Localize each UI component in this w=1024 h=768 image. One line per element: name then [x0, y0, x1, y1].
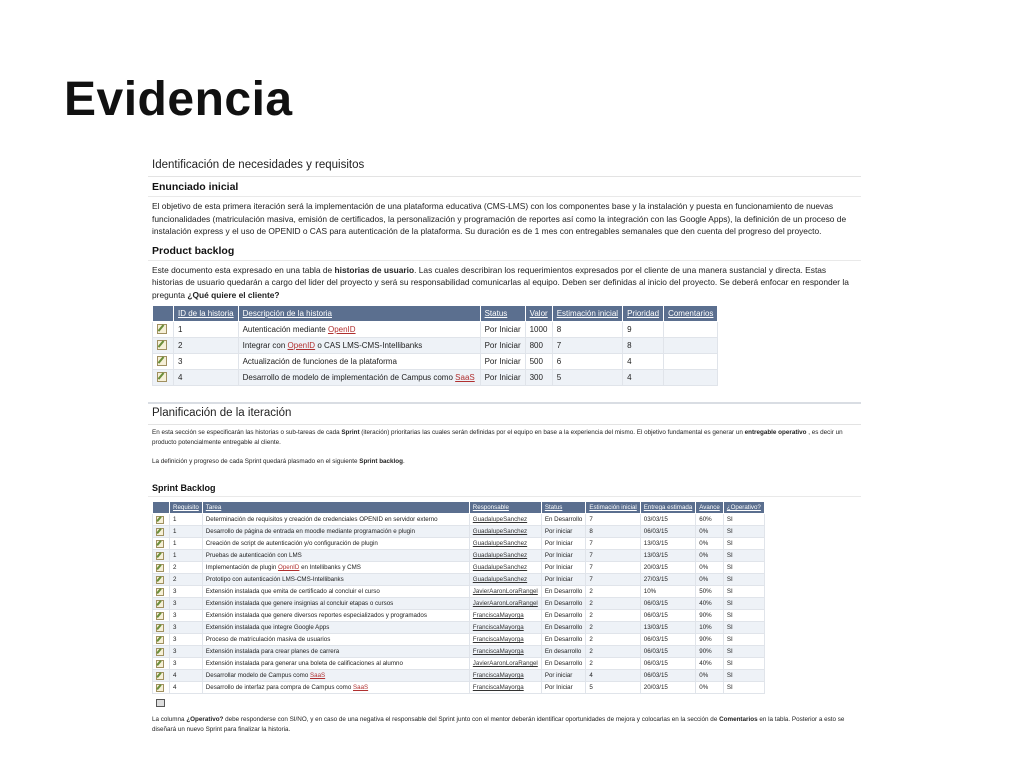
due-date-cell: 06/03/15 [640, 598, 696, 610]
edit-cell [153, 682, 170, 694]
comments-cell [664, 369, 718, 385]
due-date-cell: 13/03/15 [640, 538, 696, 550]
edit-cell [153, 514, 170, 526]
priority-cell: 4 [623, 369, 664, 385]
table-header-row [153, 305, 718, 321]
task-text: Extensión instalada que genere diversos reportes especializados y programados [205, 612, 427, 620]
edit-cell [153, 634, 170, 646]
story-description-cell [238, 369, 480, 385]
responsible-cell [469, 586, 541, 598]
edit-cell [153, 610, 170, 622]
task-text: Desarrollar modelo de Campus como [205, 672, 310, 680]
column-header[interactable]: Prioridad [623, 305, 664, 321]
product-backlog-heading: Product backlog [148, 241, 861, 261]
edit-column-header [153, 502, 170, 514]
responsible-link[interactable]: GuadalupeSanchez [472, 528, 528, 536]
edit-icon[interactable] [156, 564, 164, 572]
edit-icon[interactable] [156, 540, 164, 548]
task-cell [202, 622, 469, 634]
requirement-cell: 2 [170, 562, 203, 574]
status-cell: Por iniciar [541, 670, 586, 682]
task-cell [202, 586, 469, 598]
column-header[interactable]: Descripción de la historia [238, 305, 480, 321]
responsible-link[interactable]: GuadalupeSanchez [472, 540, 528, 548]
product-backlog-table [152, 305, 718, 386]
progress-cell: 0% [696, 574, 724, 586]
responsible-cell [469, 562, 541, 574]
estimate-cell: 4 [586, 670, 640, 682]
responsible-cell [469, 622, 541, 634]
due-date-cell: 10% [640, 586, 696, 598]
estimate-cell: 2 [586, 658, 640, 670]
task-cell [202, 550, 469, 562]
story-description-text: Desarrollo de modelo de implementación de Campus como [242, 372, 456, 382]
status-cell: En Desarrollo [541, 514, 586, 526]
responsible-link[interactable]: FranciscaMayorga [472, 624, 524, 632]
comments-cell [664, 337, 718, 353]
estimate-cell: 7 [586, 562, 640, 574]
requirement-cell: 3 [170, 610, 203, 622]
status-cell: Por Iniciar [541, 682, 586, 694]
due-date-cell: 06/03/15 [640, 634, 696, 646]
wiki-link[interactable]: OpenID [287, 340, 316, 350]
responsible-cell [469, 646, 541, 658]
edit-icon[interactable] [156, 600, 164, 608]
progress-cell: 90% [696, 646, 724, 658]
calendar-icon-row [148, 694, 861, 712]
priority-cell: 9 [623, 321, 664, 337]
story-id-cell: 4 [174, 369, 239, 385]
story-description-cell [238, 337, 480, 353]
story-description-text: Autenticación mediante [242, 324, 328, 334]
planning-panel [148, 402, 861, 742]
responsible-link[interactable]: JavierAaronLoraRangel [472, 588, 538, 596]
progress-cell: 40% [696, 658, 724, 670]
due-date-cell: 03/03/15 [640, 514, 696, 526]
story-id-cell: 2 [174, 337, 239, 353]
task-text: Creación de script de autenticación y/o configuración de plugin [205, 540, 378, 548]
table-row [153, 526, 765, 538]
column-header[interactable]: Comentarios [664, 305, 718, 321]
priority-cell: 4 [623, 353, 664, 369]
responsible-cell [469, 658, 541, 670]
responsible-link[interactable]: FranciscaMayorga [472, 672, 524, 680]
due-date-cell: 20/03/15 [640, 682, 696, 694]
operative-cell: SI [723, 658, 764, 670]
story-description-cell [238, 353, 480, 369]
edit-icon[interactable] [156, 612, 164, 620]
product-backlog-text: Este documento esta expresado en una tabla de historias de usuario. Las cuales describiran los requerimientos expresados por el cliente de una manera sustancial y directa. Estas historias de usuario quedarán a cargo del lider del proyecto y será su responsabilidad comunicarlas al equipo. Deben ser definidas al inicio del proyecto. Se deberá enfocar en responder la pregunta ¿Qué quiere el cliente? [152, 264, 849, 300]
section-title-planning: Planificación de la iteración [148, 404, 861, 425]
due-date-cell: 06/03/15 [640, 658, 696, 670]
task-text: Implementación de plugin [205, 564, 279, 572]
estimate-cell: 5 [586, 682, 640, 694]
requirement-cell: 1 [170, 514, 203, 526]
responsible-cell [469, 682, 541, 694]
requirement-cell: 3 [170, 598, 203, 610]
operative-cell: SI [723, 610, 764, 622]
table-row [153, 353, 718, 369]
task-cell [202, 610, 469, 622]
table-row [153, 634, 765, 646]
requirement-cell: 3 [170, 646, 203, 658]
task-cell [202, 598, 469, 610]
table-row [153, 586, 765, 598]
responsible-link[interactable]: GuadalupeSanchez [472, 552, 528, 560]
responsible-link[interactable]: FranciscaMayorga [472, 648, 524, 656]
table-row [153, 321, 718, 337]
wiki-link[interactable]: OpenID [327, 324, 356, 334]
task-text: Desarrollo de interfaz para compra de Campus como [205, 684, 353, 692]
estimate-cell: 7 [586, 538, 640, 550]
edit-cell [153, 670, 170, 682]
operative-cell: SI [723, 598, 764, 610]
operative-cell: SI [723, 682, 764, 694]
edit-cell [153, 586, 170, 598]
status-cell: En desarrollo [541, 646, 586, 658]
task-cell [202, 538, 469, 550]
requirement-cell: 1 [170, 526, 203, 538]
operative-cell: SI [723, 622, 764, 634]
estimate-cell: 8 [552, 321, 622, 337]
wiki-link[interactable]: SaaS [310, 672, 326, 680]
task-text: Pruebas de autenticación con LMS [205, 552, 302, 560]
responsible-cell [469, 574, 541, 586]
task-cell [202, 658, 469, 670]
task-cell [202, 526, 469, 538]
table-row [153, 574, 765, 586]
requirement-cell: 3 [170, 586, 203, 598]
due-date-cell: 20/03/15 [640, 562, 696, 574]
column-header[interactable]: Avance [696, 502, 724, 514]
task-text: Proceso de matriculación masiva de usuarios [205, 636, 331, 644]
slide-title: Evidencia [64, 73, 293, 126]
table-row [153, 337, 718, 353]
estimate-cell: 7 [586, 514, 640, 526]
table-row [153, 682, 765, 694]
table-row [153, 369, 718, 385]
responsible-cell [469, 610, 541, 622]
edit-cell [153, 353, 174, 369]
due-date-cell: 06/03/15 [640, 526, 696, 538]
edit-cell [153, 538, 170, 550]
comments-cell [664, 321, 718, 337]
table-row [153, 562, 765, 574]
status-cell: Por Iniciar [480, 337, 525, 353]
wiki-link[interactable]: OpenID [278, 564, 300, 572]
table-row [153, 622, 765, 634]
status-cell: Por Iniciar [541, 562, 586, 574]
edit-cell [153, 562, 170, 574]
enunciado-heading: Enunciado inicial [148, 177, 861, 197]
task-text: Extensión instalada para crear planes de carrera [205, 648, 340, 656]
status-cell: Por Iniciar [541, 550, 586, 562]
edit-icon[interactable] [157, 324, 167, 334]
estimate-cell: 2 [586, 622, 640, 634]
estimate-cell: 2 [586, 610, 640, 622]
edit-cell [153, 526, 170, 538]
status-cell: En Desarrollo [541, 634, 586, 646]
wiki-link[interactable]: SaaS [455, 372, 475, 382]
estimate-cell: 7 [586, 550, 640, 562]
edit-icon[interactable] [156, 516, 164, 524]
column-header[interactable]: Entrega estimada [640, 502, 696, 514]
column-header[interactable]: Status [480, 305, 525, 321]
column-header[interactable]: Requisito [170, 502, 203, 514]
edit-cell [153, 321, 174, 337]
requirement-cell: 2 [170, 574, 203, 586]
estimate-cell: 2 [586, 646, 640, 658]
table-row [153, 550, 765, 562]
column-header[interactable]: Tarea [202, 502, 469, 514]
task-cell [202, 562, 469, 574]
due-date-cell: 06/03/15 [640, 670, 696, 682]
status-cell: En Desarrollo [541, 586, 586, 598]
operative-cell: SI [723, 526, 764, 538]
progress-cell: 10% [696, 622, 724, 634]
estimate-cell: 2 [586, 598, 640, 610]
requirements-panel [148, 156, 861, 400]
task-cell [202, 682, 469, 694]
estimate-cell: 8 [586, 526, 640, 538]
story-id-cell: 3 [174, 353, 239, 369]
operative-cell: SI [723, 538, 764, 550]
column-header[interactable]: Estimación inicial [552, 305, 622, 321]
edit-icon[interactable] [157, 340, 167, 350]
status-cell: En Desarrollo [541, 622, 586, 634]
task-text: Prototipo con autenticación LMS-CMS-Intellibanks [205, 576, 344, 584]
operative-cell: SI [723, 562, 764, 574]
edit-cell [153, 574, 170, 586]
story-description-cell [238, 321, 480, 337]
progress-cell: 0% [696, 670, 724, 682]
edit-cell [153, 622, 170, 634]
responsible-link[interactable]: GuadalupeSanchez [472, 576, 528, 584]
status-cell: Por iniciar [541, 526, 586, 538]
responsible-link[interactable]: FranciscaMayorga [472, 612, 524, 620]
progress-cell: 90% [696, 610, 724, 622]
task-text: Extensión instalada para generar una boleta de calificaciones al alumno [205, 660, 403, 668]
status-cell: En Desarrollo [541, 610, 586, 622]
task-text: en Intellibanks y CMS [299, 564, 361, 572]
edit-cell [153, 337, 174, 353]
task-text: Determinación de requisitos y creación de credenciales OPENID en servidor externo [205, 516, 438, 524]
operative-cell: SI [723, 646, 764, 658]
edit-cell [153, 658, 170, 670]
edit-icon[interactable] [156, 588, 164, 596]
value-cell: 300 [525, 369, 552, 385]
due-date-cell: 13/03/15 [640, 550, 696, 562]
status-cell: En Desarrollo [541, 658, 586, 670]
column-header[interactable]: Status [541, 502, 586, 514]
progress-cell: 0% [696, 682, 724, 694]
comments-cell [664, 353, 718, 369]
due-date-cell: 27/03/15 [640, 574, 696, 586]
column-header[interactable]: Responsable [469, 502, 541, 514]
responsible-link[interactable]: GuadalupeSanchez [472, 516, 528, 524]
responsible-link[interactable]: GuadalupeSanchez [472, 564, 528, 572]
due-date-cell: 06/03/15 [640, 646, 696, 658]
edit-icon[interactable] [156, 684, 164, 692]
edit-icon[interactable] [156, 672, 164, 680]
responsible-link[interactable]: FranciscaMayorga [472, 684, 524, 692]
responsible-link[interactable]: FranciscaMayorga [472, 636, 524, 644]
requirement-cell: 3 [170, 658, 203, 670]
operative-cell: SI [723, 634, 764, 646]
estimate-cell: 7 [552, 337, 622, 353]
progress-cell: 0% [696, 550, 724, 562]
column-header[interactable]: Valor [525, 305, 552, 321]
status-cell: Por Iniciar [541, 538, 586, 550]
progress-cell: 90% [696, 634, 724, 646]
edit-icon[interactable] [156, 660, 164, 668]
status-cell: En Desarrollo [541, 598, 586, 610]
requirement-cell: 1 [170, 538, 203, 550]
estimate-cell: 7 [586, 574, 640, 586]
requirement-cell: 1 [170, 550, 203, 562]
task-cell [202, 634, 469, 646]
responsible-cell [469, 634, 541, 646]
responsible-cell [469, 514, 541, 526]
task-text: Extensión instalada que emita de certificado al concluir el curso [205, 588, 380, 596]
task-cell [202, 574, 469, 586]
progress-cell: 0% [696, 526, 724, 538]
sprint-backlog-table [152, 501, 765, 694]
table-row [153, 538, 765, 550]
task-cell [202, 646, 469, 658]
edit-icon[interactable] [157, 356, 167, 366]
due-date-cell: 06/03/15 [640, 610, 696, 622]
priority-cell: 8 [623, 337, 664, 353]
progress-cell: 0% [696, 562, 724, 574]
story-description-text: o CAS LMS-CMS-Intellibanks [315, 340, 423, 350]
table-row [153, 658, 765, 670]
sprint-backlog-heading: Sprint Backlog [148, 479, 861, 497]
value-cell: 1000 [525, 321, 552, 337]
edit-cell [153, 598, 170, 610]
planning-intro: En esta sección se especificarán las historias o sub-tareas de cada Sprint (iteración) prioritarias las cuales serán definidas por el equipo en base a la experiencia del mismo. El objetivo fundamental es generar un entregable operativo , es decir un producto potencialmente entregable al cliente. La definición y progreso de cada Sprint quedará plasmado en el siguiente Sprint backlog. [152, 429, 843, 465]
enunciado-text: El objetivo de esta primera iteración será la implementación de una plataforma educativa (CMS-LMS) con los componentes base y la instalación y puesta en funcionamiento de nuevas funcionalidades (matriculación masiva, emisión de certificados, la personalización y programación de reportes así como la integración con las Google Apps), la definición de un proceso de instalación express y el uso de OPENID o CAS para autenticación de la plataforma. Su duración es de 1 mes con entregables semanales que den cuenta del progreso del proyecto. [152, 201, 847, 237]
wiki-link[interactable]: SaaS [353, 684, 369, 692]
status-cell: Por Iniciar [480, 321, 525, 337]
story-id-cell: 1 [174, 321, 239, 337]
status-cell: Por Iniciar [480, 369, 525, 385]
status-cell: Por Iniciar [541, 574, 586, 586]
requirement-cell: 4 [170, 670, 203, 682]
responsible-link[interactable]: JavierAaronLoraRangel [472, 660, 538, 668]
edit-cell [153, 369, 174, 385]
table-header-row [153, 502, 765, 514]
due-date-cell: 13/03/15 [640, 622, 696, 634]
table-row [153, 514, 765, 526]
responsible-cell [469, 526, 541, 538]
task-cell [202, 514, 469, 526]
responsible-cell [469, 670, 541, 682]
estimate-cell: 2 [586, 586, 640, 598]
responsible-cell [469, 538, 541, 550]
column-header[interactable]: ¿Operativo? [723, 502, 764, 514]
edit-icon[interactable] [156, 576, 164, 584]
table-row [153, 598, 765, 610]
task-text: Extensión instalada que genere insignias al concluir etapas o cursos [205, 600, 394, 608]
operative-cell: SI [723, 586, 764, 598]
task-text: Desarrollo de página de entrada en moodle mediante programación e plugin [205, 528, 415, 536]
table-row [153, 610, 765, 622]
edit-icon[interactable] [157, 372, 167, 382]
edit-icon[interactable] [156, 552, 164, 560]
requirement-cell: 3 [170, 634, 203, 646]
progress-cell: 40% [696, 598, 724, 610]
responsible-cell [469, 550, 541, 562]
status-cell: Por Iniciar [480, 353, 525, 369]
sprint-footer-note: La columna ¿Operativo? debe responderse con SI/NO, y en caso de una negativa el responsable del Sprint junto con el mentor deberán identificar oportunidades de mejora y colocarlas en la sección de Comentarios en la tabla. Posterior a esto se diseñará un nuevo Sprint para finalizar la historia. [152, 716, 845, 733]
task-cell [202, 670, 469, 682]
operative-cell: SI [723, 670, 764, 682]
estimate-cell: 2 [586, 634, 640, 646]
story-description-text: Actualización de funciones de la plataforma [242, 356, 397, 366]
calendar-icon[interactable] [156, 699, 165, 707]
story-description-text: Integrar con [242, 340, 288, 350]
column-header[interactable]: ID de la historia [174, 305, 239, 321]
requirement-cell: 4 [170, 682, 203, 694]
edit-cell [153, 646, 170, 658]
edit-cell [153, 550, 170, 562]
operative-cell: SI [723, 514, 764, 526]
column-header[interactable]: Estimación inicial [586, 502, 640, 514]
progress-cell: 0% [696, 538, 724, 550]
edit-column-header [153, 305, 174, 321]
section-title-requirements: Identificación de necesidades y requisitos [148, 156, 861, 177]
value-cell: 800 [525, 337, 552, 353]
value-cell: 500 [525, 353, 552, 369]
operative-cell: SI [723, 550, 764, 562]
edit-icon[interactable] [156, 528, 164, 536]
edit-icon[interactable] [156, 648, 164, 656]
responsible-cell [469, 598, 541, 610]
requirement-cell: 3 [170, 622, 203, 634]
table-row [153, 646, 765, 658]
edit-icon[interactable] [156, 624, 164, 632]
progress-cell: 60% [696, 514, 724, 526]
task-text: Extensión instalada que integre Google Apps [205, 624, 330, 632]
table-row [153, 670, 765, 682]
edit-icon[interactable] [156, 636, 164, 644]
estimate-cell: 6 [552, 353, 622, 369]
operative-cell: SI [723, 574, 764, 586]
responsible-link[interactable]: JavierAaronLoraRangel [472, 600, 538, 608]
estimate-cell: 5 [552, 369, 622, 385]
progress-cell: 50% [696, 586, 724, 598]
